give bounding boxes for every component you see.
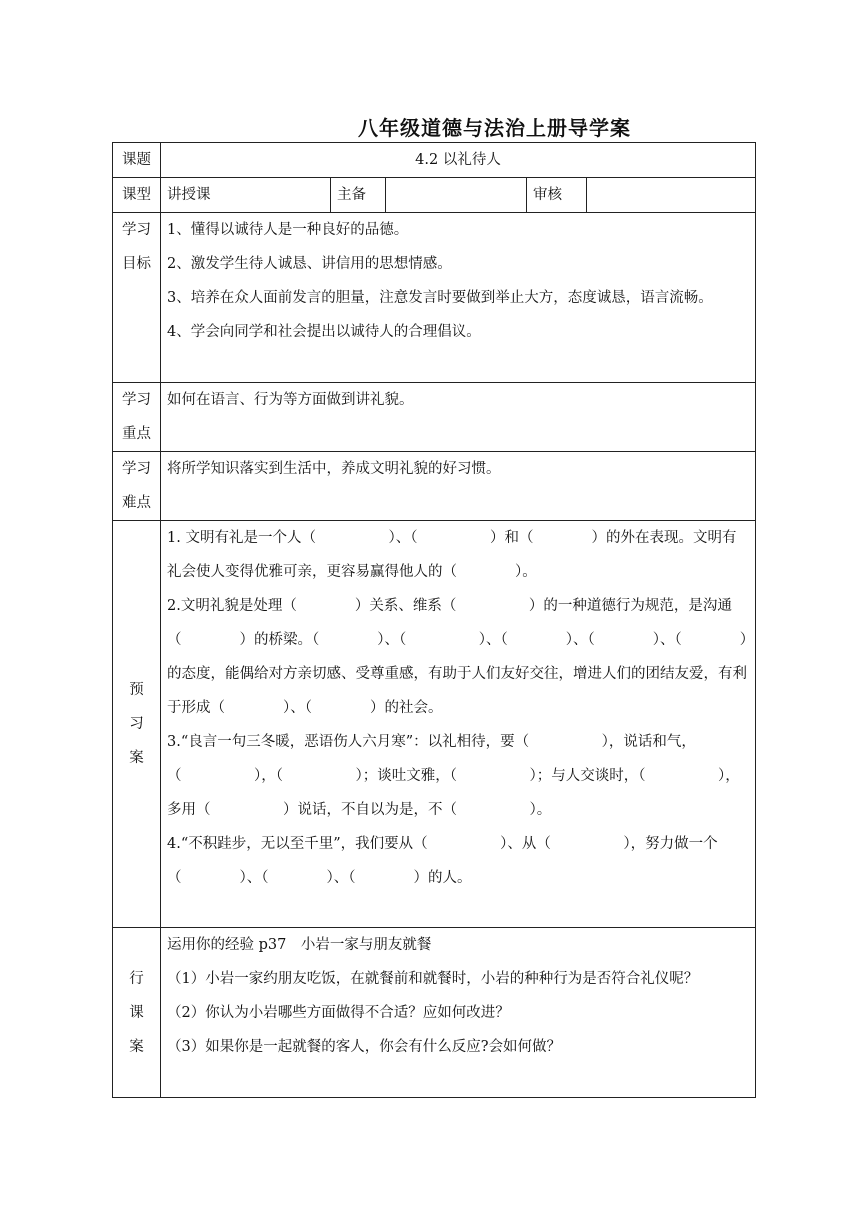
focus-label-line-1: 学习 bbox=[122, 392, 151, 408]
topic-row bbox=[113, 143, 756, 178]
topic-label: 课题 bbox=[113, 143, 161, 178]
classwork-content bbox=[161, 928, 756, 1098]
classwork-label bbox=[113, 928, 161, 1098]
preview-item: 3.“良言一句三冬暖，恶语伤人六月寒”：以礼相待，要（ ），说话和气，（ ），（ ）；谈吐文雅，（ ）；与人交谈时，（ ），多用（ ）说话，不自以为是，不（ ）。 bbox=[167, 734, 740, 818]
preview-item: 4.“不积跬步，无以至千里”，我们要从（ ）、从（ ），努力做一个（ ）、（ ）、（ ）的人。 bbox=[167, 836, 718, 886]
classwork-item: （2）你认为小岩哪些方面做得不合适？应如何改进？ bbox=[167, 1005, 510, 1021]
classwork-label-char: 案 bbox=[129, 1038, 144, 1055]
goals-label bbox=[113, 213, 161, 383]
classwork-label-char: 行 bbox=[129, 970, 144, 987]
preview-label bbox=[113, 521, 161, 928]
preview-item: 2.文明礼貌是处理（ ）关系、维系（ ）的一种道德行为规范，是沟通（ ）的桥梁。（ ）、（ ）、（ ）、（ ）、（ ）的态度，能偶给对方亲切感、受尊重感，有助于人们友好交往，增进人们的团结友爱，有利于形成（ ）、（ ）的社会。 bbox=[167, 598, 747, 716]
goals-label-line-1: 学习 bbox=[122, 222, 151, 238]
lead-label: 主备 bbox=[331, 178, 386, 213]
focus-label bbox=[113, 383, 161, 452]
lesson-plan-table bbox=[112, 142, 756, 1098]
focus-label-line-2: 重点 bbox=[122, 426, 151, 442]
classwork-row bbox=[113, 928, 756, 1098]
type-value: 讲授课 bbox=[161, 178, 331, 213]
goal-item: 4、学会向同学和社会提出以诚待人的合理倡议。 bbox=[167, 324, 481, 340]
review-value bbox=[587, 178, 756, 213]
preview-label-char: 预 bbox=[129, 682, 144, 698]
difficulty-content: 将所学知识落实到生活中，养成文明礼貌的好习惯。 bbox=[161, 452, 756, 521]
type-label: 课型 bbox=[113, 178, 161, 213]
difficulty-label bbox=[113, 452, 161, 521]
classwork-label-char: 课 bbox=[129, 1004, 144, 1021]
goal-item: 2、激发学生待人诚恳、讲信用的思想情感。 bbox=[167, 256, 452, 272]
difficulty-label-line-2: 难点 bbox=[122, 495, 151, 511]
difficulty-label-line-1: 学习 bbox=[122, 461, 151, 477]
focus-row bbox=[113, 383, 756, 452]
preview-content bbox=[161, 521, 756, 928]
type-row bbox=[113, 178, 756, 213]
preview-item: 1. 文明有礼是一个人（ ）、（ ）和（ ）的外在表现。文明有礼会使人变得优雅可亲，更容易赢得他人的（ ）。 bbox=[167, 530, 737, 580]
document-title: 八年级道德与法治上册导学案 bbox=[358, 116, 631, 140]
classwork-item: 运用你的经验 p37 小岩一家与朋友就餐 bbox=[167, 937, 432, 953]
classwork-item: （3）如果你是一起就餐的客人，你会有什么反应?会如何做？ bbox=[167, 1039, 561, 1055]
goal-item: 1、懂得以诚待人是一种良好的品德。 bbox=[167, 222, 409, 238]
preview-row bbox=[113, 521, 756, 928]
goals-label-line-2: 目标 bbox=[122, 256, 151, 272]
goals-content bbox=[161, 213, 756, 383]
difficulty-row bbox=[113, 452, 756, 521]
review-label: 审核 bbox=[527, 178, 587, 213]
preview-label-char: 案 bbox=[129, 750, 144, 766]
goals-row bbox=[113, 213, 756, 383]
topic-value: 4.2 以礼待人 bbox=[161, 143, 756, 178]
classwork-item: （1）小岩一家约朋友吃饭，在就餐前和就餐时，小岩的种种行为是否符合礼仪呢？ bbox=[167, 971, 699, 987]
lead-value bbox=[386, 178, 527, 213]
goal-item: 3、培养在众人面前发言的胆量，注意发言时要做到举止大方，态度诚恳，语言流畅。 bbox=[167, 290, 713, 306]
focus-content: 如何在语言、行为等方面做到讲礼貌。 bbox=[161, 383, 756, 452]
preview-label-char: 习 bbox=[129, 716, 144, 732]
